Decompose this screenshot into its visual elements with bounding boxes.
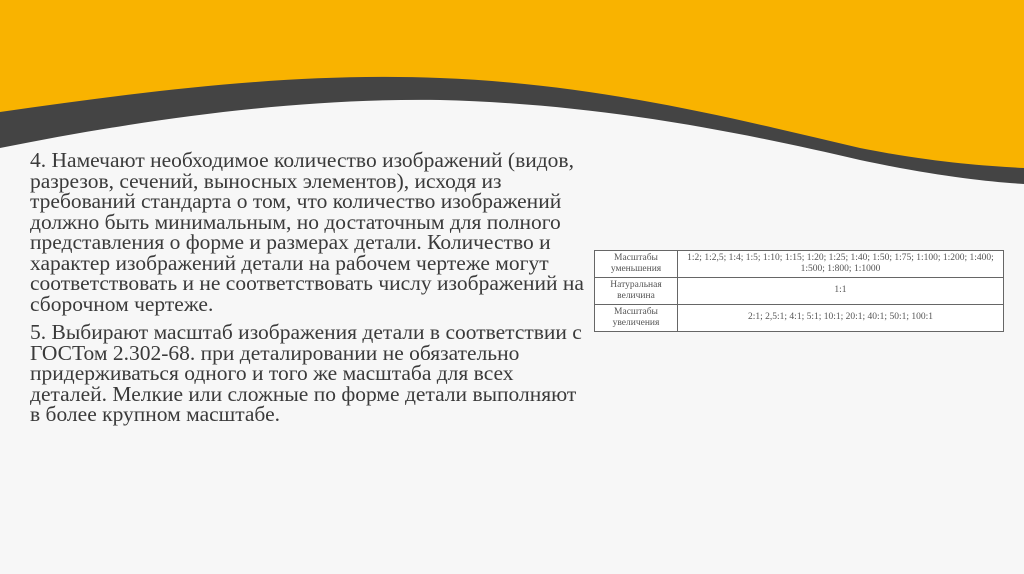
main-text xyxy=(30,150,590,433)
row-value-enlargement: 2:1; 2,5:1; 4:1; 5:1; 10:1; 20:1; 40:1; 50:1; 100:1 xyxy=(678,305,1004,332)
table-row xyxy=(595,305,1004,332)
table-row xyxy=(595,251,1004,278)
row-label-reduction: Масштабы уменьшения xyxy=(595,251,678,278)
row-label-natural: Натуральная величина xyxy=(595,278,678,305)
paragraph-step-4: 4. Намечают необходимое количество изображений (видов, разрезов, сечений, выносных элементов), исходя из требований стандарта о том, что количество изображений должно быть минимальным, но достаточным для полного представления о форме и размерах детали. Количество и характер изображений детали на рабочем чертеже могут соответствовать и не соответствовать числу изображений на сборочном чертеже. xyxy=(30,148,584,316)
scale-table xyxy=(594,250,1004,332)
row-value-natural: 1:1 xyxy=(678,278,1004,305)
table-row xyxy=(595,278,1004,305)
row-label-enlargement: Масштабы увеличения xyxy=(595,305,678,332)
paragraph-step-5: 5. Выбирают масштаб изображения детали в соответствии с ГОСТом 2.302-68. при деталировании не обязательно придерживаться одного и того же масштаба для всех деталей. Мелкие или сложные по форме детали выполняют в более крупном масштабе. xyxy=(30,320,582,426)
row-value-reduction: 1:2; 1:2,5; 1:4; 1:5; 1:10; 1:15; 1:20; 1:25; 1:40; 1:50; 1:75; 1:100; 1:200; 1:400; 1:500; 1:800; 1:1000 xyxy=(678,251,1004,278)
